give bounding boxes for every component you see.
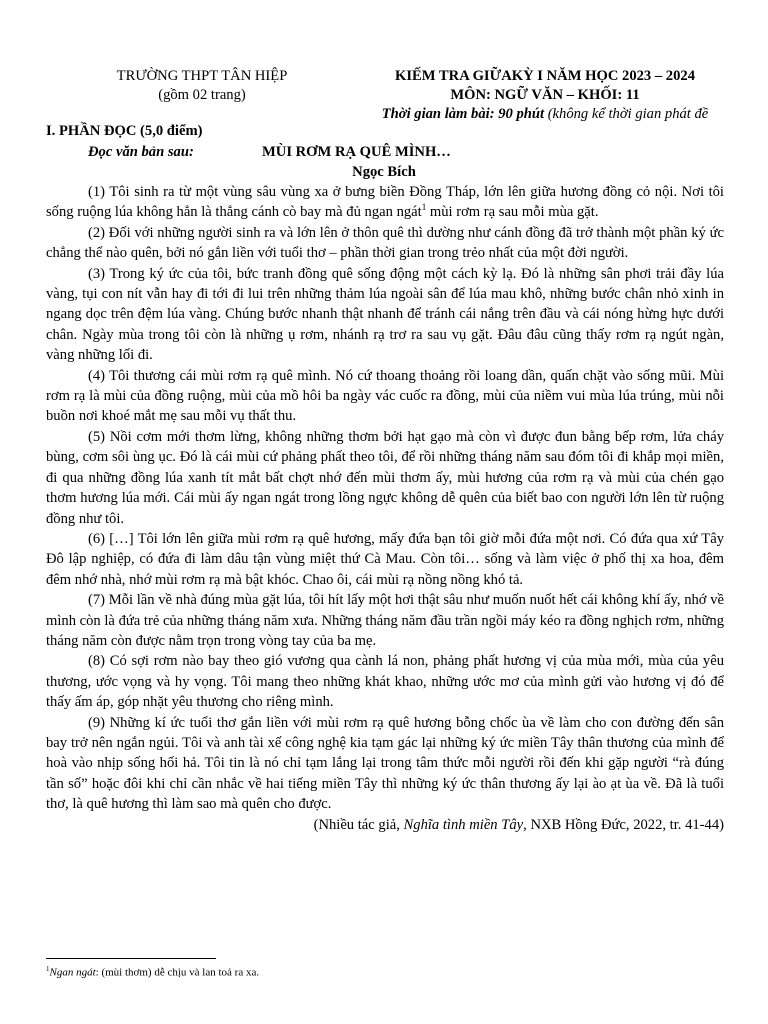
source-citation [46,815,724,835]
source-prefix: (Nhiều tác giả, [313,816,404,833]
time-label: Thời gian làm bài: 90 phút [381,106,545,122]
school-name: TRƯỜNG THPT TÂN HIỆP [116,68,288,84]
exam-time [352,105,738,124]
reading-instruction-row [88,142,728,162]
exam-title: KIẾM TRA GIỮAKỲ I NĂM HỌC 2023 – 2024 [395,68,695,84]
reading-instruction: Đọc văn bản sau: [88,144,194,160]
paragraph-5: (5) Nồi cơm mới thơm lừng, không những thơm bởi hạt gạo mà còn vì được đun bằng bếp rơm, lửa cháy bùng, cơm sôi ùng ục. Đó là cái mùi cứ phảng phất theo tôi, để rồi những tháng năm sau đóm tôi đi khắp mọi miền, đi qua những đồng lúa xanh tít mắt bất chợt nhớ đến mùi thơm ấy, mùi hương của rơm rạ và mùi của chén gạo thơm hương lúa mới. Cái mùi ấy ngan ngát trong lồng ngực không dễ quên của biết bao con người lớn lên từ ruộng đồng như tôi. [46,428,724,527]
school-header [96,67,308,105]
footnote-ref: 1 [421,202,427,213]
paragraph-1-text-end: mùi rơm rạ sau mỗi mùa gặt. [426,204,599,221]
footnote-definition: : (mùi thơm) dễ chịu và lan toả ra xa. [95,966,260,979]
source-suffix: , NXB Hồng Đức, 2022, tr. 41-44) [523,816,724,833]
paragraph-1 [46,182,724,223]
reading-passage [46,182,724,835]
text-author: Ngọc Bích [352,164,416,180]
paragraph-7: (7) Mỗi lần về nhà đúng mùa gặt lúa, tôi hít lấy một hơi thật sâu như muốn nuốt hết cái không khí ấy, nhớ về mình còn là đứa trẻ của những tháng năm xưa. Những tháng năm đầu trần ngồi máy kéo ra đồng nghịch rơm, những tháng năm còn được nằm trọn trong vòng tay của ba mẹ. [46,592,724,649]
paragraph-6: (6) […] Tôi lớn lên giữa mùi rơm rạ quê hương, mấy đứa bạn tôi giờ mỗi đứa một nơi. Có đứa qua xứ Tây Đô lập nghiệp, có đứa đi làm dâu tận vùng miệt thứ Cà Mau. Còn tôi… sống và làm việc ở phố thị xa hoa, đêm đêm nhớ nhà, nhớ mùi rơm rạ mà bật khóc. Chao ôi, cái mùi rạ nồng nồng khó tả. [46,530,724,588]
exam-header [352,67,738,124]
page-count: (gồm 02 trang) [158,87,246,103]
time-note: (không kể thời gian phát đề [544,106,709,122]
text-title: MÙI RƠM RẠ QUÊ MÌNH… [262,144,451,160]
paragraph-8: (8) Có sợi rơm nào bay theo gió vương qua cành lá non, phảng phất hương vị của mùa mới, mùa của yêu thương, ước vọng và hy vọng. Tôi mang theo những khát khao, những ước mơ của mình gửi vào hương vị đó để thấy ấm áp, góp nhặt yêu thương cho riêng mình. [46,653,724,711]
source-book: Nghĩa tình miền Tây [403,816,524,833]
paragraph-2: (2) Đối với những người sinh ra và lớn lên ở thôn quê thì dường như cánh đồng đã trở thành một phần ký ức chẳng thể nào quên, bởi nó gắn liền với tuổi thơ – phần thời gian trong trẻo nhất của một đời người. [46,224,724,262]
paragraph-9: (9) Những kí ức tuổi thơ gắn liền với mùi rơm rạ quê hương bỗng chốc ùa về làm cho con đường đến sân bay trở nên ngắn ngủi. Tôi và anh tài xế công nghệ kia tạm gác lại những ký ức miền Tây thân thương của mình để hoà vào nhịp sống hối hả. Tôi tin là nó chỉ tạm lắng lại trong tâm thức mỗi người rồi đến khi gặp người “rà đúng tần số” hoặc đôi khi chỉ cần nhắc về hai tiếng miền Tây thì những ký ức thân thương ấy lại ào ạt ùa về. Đã là tuổi thơ, là quê hương thì làm sao mà quên cho được. [46,714,724,813]
paragraph-3: (3) Trong ký ức của tôi, bức tranh đồng quê sống động một cách kỳ lạ. Đó là những sân phơi trải đầy lúa vàng, tụi con nít vẫn hay đi tới đi lui trên những thảm lúa ngoài sân để lúa mau khô, những bước chân nhỏ xinh in ngang dọc trên đệm lúa vàng. Chúng bước nhanh thật nhanh để tránh cái nắng trên đầu và cái nóng hừng hực dưới chân. Ngày mùa trong tôi còn là những ụ rơm, nhánh rạ trơ ra sau vụ gặt. Đâu đâu cũng thấy rơm rạ ngút ngàn, vàng những lối đi. [46,265,724,364]
paragraph-4: (4) Tôi thương cái mùi rơm rạ quê mình. Nó cứ thoang thoảng rồi loang dần, quấn chặt vào sống mũi. Mùi rơm rạ là mùi của đồng ruộng, mùi của mồ hôi ba ngày vác cuốc ra đồng, mùi của niềm vui mùa lúa trúng, mùi nỗi buồn nơi khoé mắt mẹ sau mỗi vụ thất thu. [46,367,724,425]
footnote [46,962,259,980]
footnote-divider [46,958,216,959]
paragraph-1-text: (1) Tôi sinh ra từ một vùng sâu vùng xa ở bưng biền Đồng Tháp, lớn lên giữa hương đồng cỏ nội. Nơi tôi sống ruộng lúa không hẳn là thẳng cánh cò bay mà đủ ngan ngát [46,184,724,221]
footnote-term: Ngan ngát [49,966,96,979]
footnote-mark: 1 [46,965,50,973]
exam-subject: MÔN: NGỮ VĂN – KHỐI: 11 [450,87,640,103]
section-title: I. PHẦN ĐỌC (5,0 điểm) [46,123,203,139]
